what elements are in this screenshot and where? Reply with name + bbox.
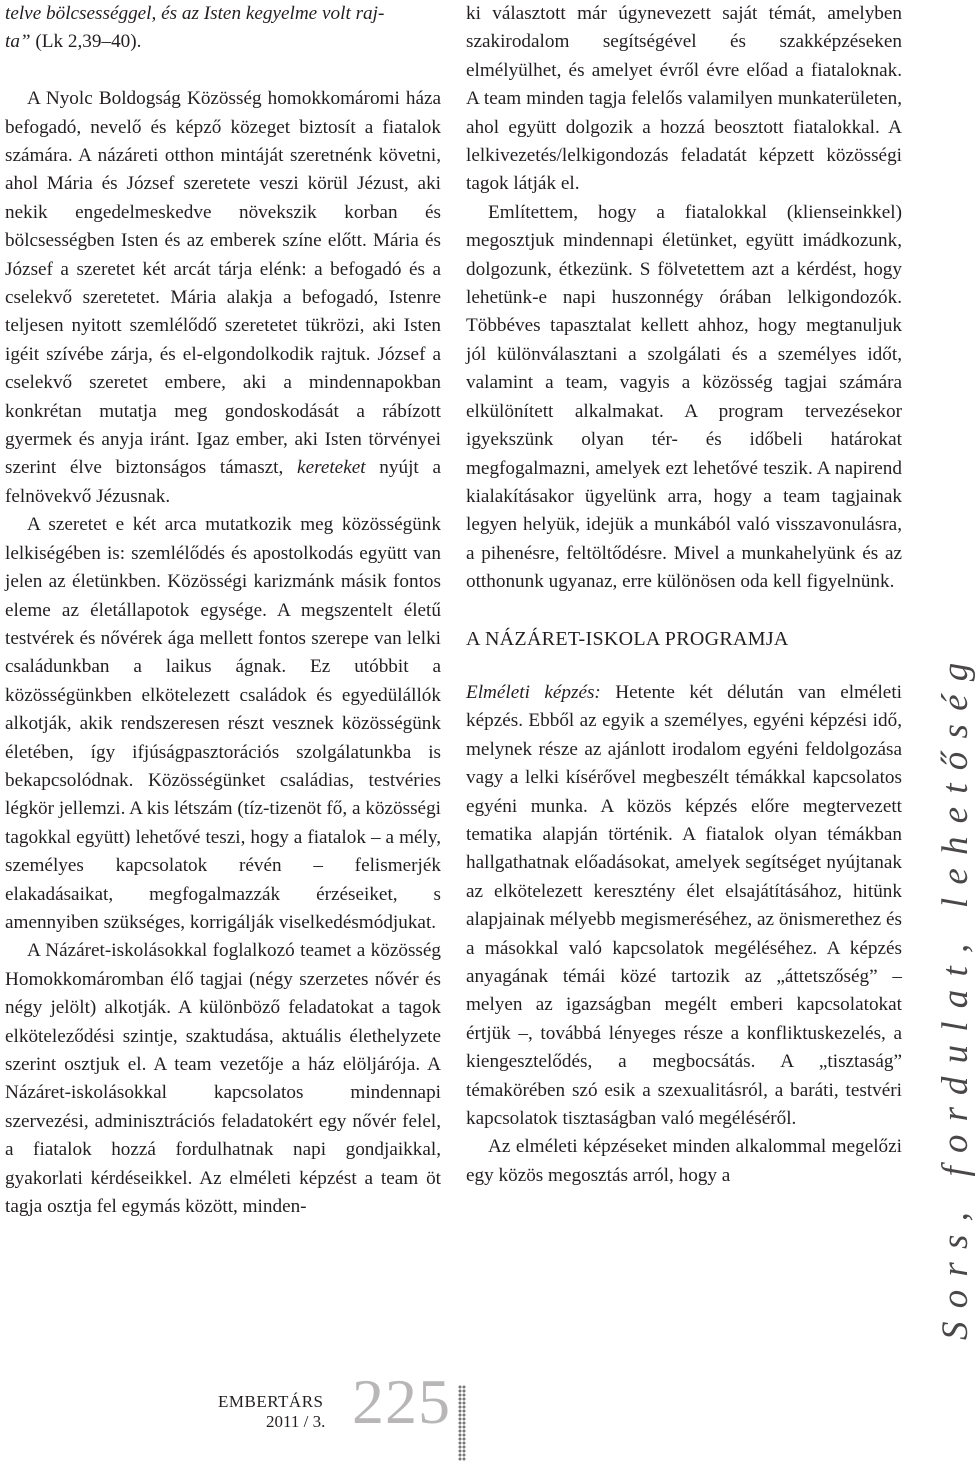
body-paragraph: Említettem, hogy a fiatalokkal (klienseinkkel) megosztjuk mindennapi életünket, együtt imádkozunk, dolgozunk, étkezünk. S fölvetettem azt a kérdést, hogy lehetünk-e napi huszonnégy órában lelkigondozók. Többéves tapasztalat kellett ahhoz, hogy megtanuljuk jól különválasztani a szolgálati és a személyes időt, valamint a team, vagyis a közösség tagjai számára elkülönített alkalmakat. A program tervezésekor igyekszünk olyan tér- és időbeli határokat megfogalmazni, amelyek ezt lehetővé teszik. A napirend kialakításakor ügyelünk arra, hogy a team tagjainak legyen helyük, idejük a munkából való visszavonulásra, a pihenésre, feltöltődésre. Mivel a munkahelyünk és az otthonunk ugyanaz, erre különösen oda kell figyelnünk.: [466, 201, 902, 593]
paragraph-label: Elméleti képzés:: [466, 681, 601, 703]
body-paragraph: [466, 679, 902, 1134]
paragraph-text: Hetente két délután van elméleti képzés. Ebből az egyik a személyes, egyéni képzési idő, melynek része az ajánlott irodalom egyéni feldolgozása vagy a lelki kísérővel megbeszélt témákkal kapcsolatos egyéni munka. A közös képzés előre megtervezett tematika alapján történik. A fiatalok olyan témákban hallgathatnak előadásokat, amelyek segítséget nyújtanak az elkötelezett keresztény élet elsajátításához, hitünk alapjainak mélyebb megismeréséhez, az önismerethez és a másokkal való kapcsolatok megéléséhez. A képzés anyagának témái közé tartozik az „áttetszőség” – melyen az igazságban megélt emberi kapcsolatokat értjük –, továbbá lényeges része a konfliktuskezelés, a kiengesztelődés, a megbocsátás. A „tisztaság” témakörében szó esik a szexualitásról, a baráti, testvéri kapcsolatok tisztaságban való megéléséről.: [466, 681, 902, 1130]
page-number: 225: [352, 1366, 451, 1437]
quote-fragment: telve bölcsességgel, és az Isten kegyelme volt raj-: [5, 3, 385, 24]
body-paragraph: Az elméleti képzéseket minden alkalommal megelőzi egy közös megosztás arról, hogy a: [466, 1136, 902, 1186]
body-paragraph: [5, 85, 441, 511]
opening-quote: [5, 0, 441, 57]
emphasis-text: kereteket: [297, 457, 366, 479]
issue-number: 2011 / 3.: [266, 1412, 326, 1431]
quote-fragment-end: ta”: [5, 31, 31, 53]
paragraph-text: A Nyolc Boldogság Közösség homokkomáromi háza befogadó, nevelő és képző közeget biztosít a fiatalok számára. A názáreti otthon mintáját szeretnénk követni, ahol Mária és József szeretete veszi körül Jézust, aki nekik engedelmeskedve növekszik korban és bölcsességben Isten és az emberek színe előtt. Mária és József a szeretet két arcát tárja elénk: a befogadó és a cselekvő szeretetet. Mária alakja a befogadó, Istenre teljesen nyitott szemlélődő szeretetet tükrözi, aki Isten igéit szívébe zárja, és el-elgondolkodik rajtuk. József a cselekvő szeretet embere, aki a mindennapokban konkrétan mutatja meg gondoskodását a rábízott gyermek és anyja iránt. Igaz ember, aki Isten törvényei szerint élve biztonságos támaszt,: [5, 88, 441, 479]
body-paragraph: A szeretet e két arca mutatkozik meg közösségünk lelkiségében is: szemlélődés és apostolkodás együtt van jelen az életünkben. Közösségi karizmánk másik fontos eleme az életállapotok egysége. A megszentelt életű testvérek és nővérek ága mellett fontos szerepe van lelki családunkban a laikus ágnak. Ez utóbbit a közösségünkben elkötelezett családok és egyedülállók alkotják, akik rendszeresen részt vesznek közösségünk életében, így ifjúságpasztorációs szolgálatunkba is bekapcsolódnak. Közösségünket családias, testvéries légkör jellemzi. A kis létszám (tíz-tizenöt fő, a közösségi tagokkal együtt) lehetővé teszi, hogy a fiatalok – a mély, személyes kapcsolatok révén – felismerjék elakadásaikat, megfogalmazzák érzéseiket, s amennyiben szükséges, korrigálják viselkedésmódjukat.: [5, 514, 441, 933]
body-paragraph: ki választott már úgynevezett saját témát, amelyben szakirodalom segítségével és szakképzéseken elmélyülhet, és amelyet évről évre előad a fiataloknak. A team minden tagja felelős valamilyen munkaterületen, ahol együtt dolgozik a hozzá beosztott fiatalokkal. A lelkivezetés/lelkigondozás feladatát képzett közösségi tagok látják el.: [466, 3, 902, 195]
left-column: [5, 0, 441, 1221]
dotted-divider: [458, 1385, 466, 1461]
paragraph-text-end: nyújt a felnövekvő Jézusnak.: [5, 457, 441, 507]
bible-reference: (Lk 2,39–40).: [30, 31, 142, 53]
journal-name: EMBERTÁRS: [218, 1392, 324, 1411]
sidebar-title-text: Sors, fordulat, lehetőség: [935, 649, 976, 1340]
body-paragraph: A Názáret-iskolásokkal foglalkozó teamet a közösség Homokkomáromban élő tagjai (négy szerzetes nővér és négy jelölt) alkotják. A különböző feladatokat a tagok elköteleződési szintje, szaktudása, aktuális élethelyzete szerint osztjuk el. A team vezetője a ház elöljárója. A Názáret-iskolásokkal kapcsolatos mindennapi szervezési, adminisztrációs feladatokért egy nővér felel, a fiatalok hozzá fordulhatnak napi gondjaikkal, gyakorlati kérdéseikkel. Az elméleti képzést a team öt tagja osztja fel egymás között, minden-: [5, 940, 441, 1218]
section-heading: A NÁZÁRET-ISKOLA PROGRAMJA: [466, 627, 789, 650]
right-column: [466, 0, 902, 1190]
sidebar-title: [912, 520, 976, 1362]
